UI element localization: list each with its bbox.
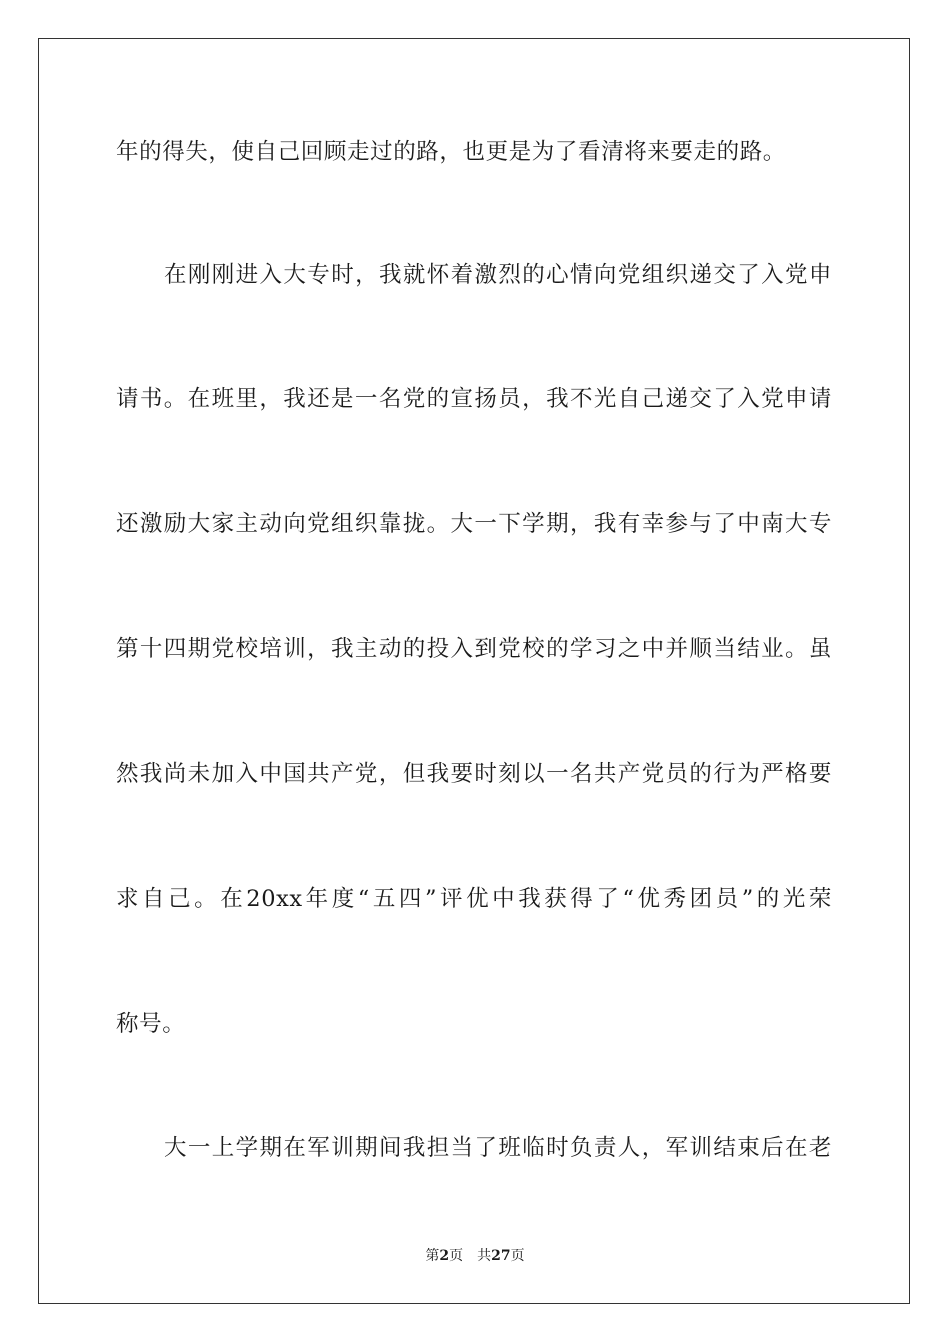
page-number: 2	[439, 1248, 450, 1264]
text-line-9: 大一上学期在军训期间我担当了班临时负责人，军训结束后在老	[164, 1135, 832, 1161]
page-prefix: 第	[425, 1248, 440, 1264]
text-line-6: 然我尚未加入中国共产党，但我要时刻以一名共产党员的行为严格要	[116, 761, 832, 787]
text-line-7: 求自己。在20xx年度“五四”评优中我获得了“优秀团员”的光荣	[116, 886, 832, 912]
text-line-5: 第十四期党校培训，我主动的投入到党校的学习之中并顺当结业。虽	[116, 636, 832, 662]
text-line-2: 在刚刚进入大专时，我就怀着激烈的心情向党组织递交了入党申	[164, 262, 832, 288]
total-suffix: 页	[510, 1248, 525, 1264]
text-line-1: 年的得失，使自己回顾走过的路，也更是为了看清将来要走的路。	[116, 139, 786, 165]
total-prefix: 共	[477, 1248, 492, 1264]
text-line-8: 称号。	[116, 1011, 186, 1037]
text-line-3: 请书。在班里，我还是一名党的宣扬员，我不光自己递交了入党申请	[116, 386, 832, 412]
total-pages: 27	[491, 1248, 511, 1264]
page-footer	[0, 1246, 950, 1266]
page-border	[38, 38, 910, 1304]
page-suffix: 页	[449, 1248, 464, 1264]
text-line-4: 还激励大家主动向党组织靠拢。大一下学期，我有幸参与了中南大专	[116, 511, 832, 537]
